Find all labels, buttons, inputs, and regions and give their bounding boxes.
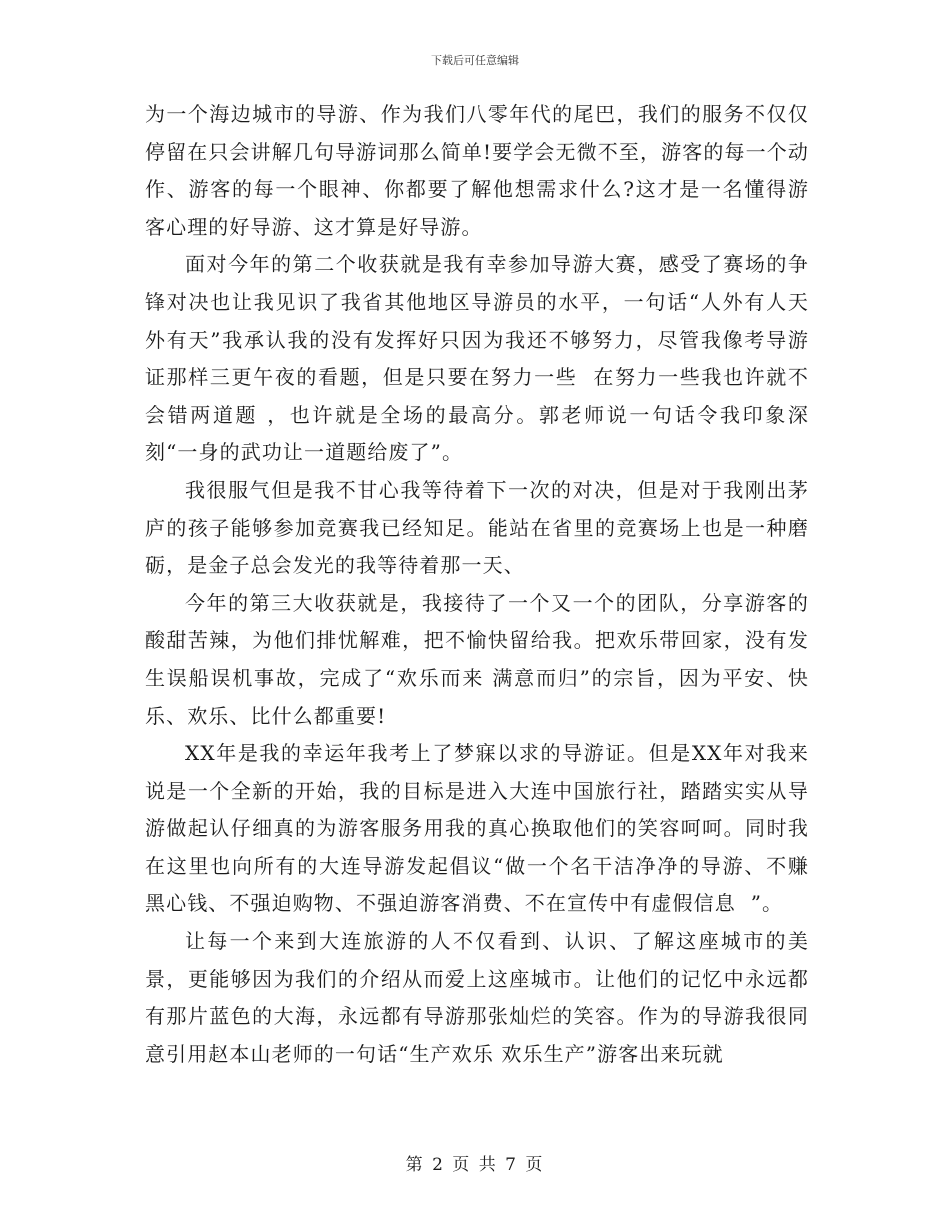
paragraph-continuation: 为一个海边城市的导游、作为我们八零年代的尾巴，我们的服务不仅仅停留在只会讲解几句导游词那么简单!要学会无微不至，游客的每一个动作、游客的每一个眼神、你都要了解他想需求什么?这才是一名懂得游客心理的好导游、这才算是好导游。 — [145, 102, 809, 239]
paragraph: 让每一个来到大连旅游的人不仅看到、认识、了解这座城市的美景，更能够因为我们的介绍从而爱上这座城市。让他们的记忆中永远都有那片蓝色的大海，永远都有导游那张灿烂的笑容。作为的导游我很同意引用赵本山老师的一句话“生产欢乐 欢乐生产”游客出来玩就 — [145, 929, 809, 1066]
paragraph: 我很服气但是我不甘心我等待着下一次的对决，但是对于我刚出茅庐的孩子能够参加竞赛我已经知足。能站在省里的竞赛场上也是一种磨砺，是金子总会发光的我等待着那一天、 — [145, 477, 809, 578]
document-body — [145, 96, 809, 1073]
page-header: 下载后可任意编辑 — [431, 54, 519, 67]
paragraph: XX年是我的幸运年我考上了梦寐以求的导游证。但是XX年对我来说是一个全新的开始，我的目标是进入大连中国旅行社，踏踏实实从导游做起认仔细真的为游客服务用我的真心换取他们的笑容呵呵。同时我在这里也向所有的大连导游发起倡议“做一个名干洁净净的导游、不赚黑心钱、不强迫购物、不强迫游客消费、不在宣传中有虚假信息 ”。 — [145, 741, 809, 916]
paragraph: 今年的第三大收获就是，我接待了一个又一个的团队，分享游客的酸甜苦辣，为他们排忧解难，把不愉快留给我。把欢乐带回家，没有发生误船误机事故，完成了“欢乐而来 满意而归”的宗旨，因为平安、快乐、欢乐、比什么都重要! — [145, 590, 809, 728]
page-number-footer: 第 2 页 共 7 页 — [405, 1155, 545, 1175]
paragraph: 面对今年的第二个收获就是我有幸参加导游大赛，感受了赛场的争锋对决也让我见识了我省其他地区导游员的水平，一句话“人外有人天外有天”我承认我的没有发挥好只因为我还不够努力，尽管我像考导游证那样三更午夜的看题，但是只要在努力一些 在努力一些我也许就不会错两道题 ，也许就是全场的最高分。郭老师说一句话令我印象深刻“一身的武功让一道题给废了”。 — [145, 252, 809, 465]
